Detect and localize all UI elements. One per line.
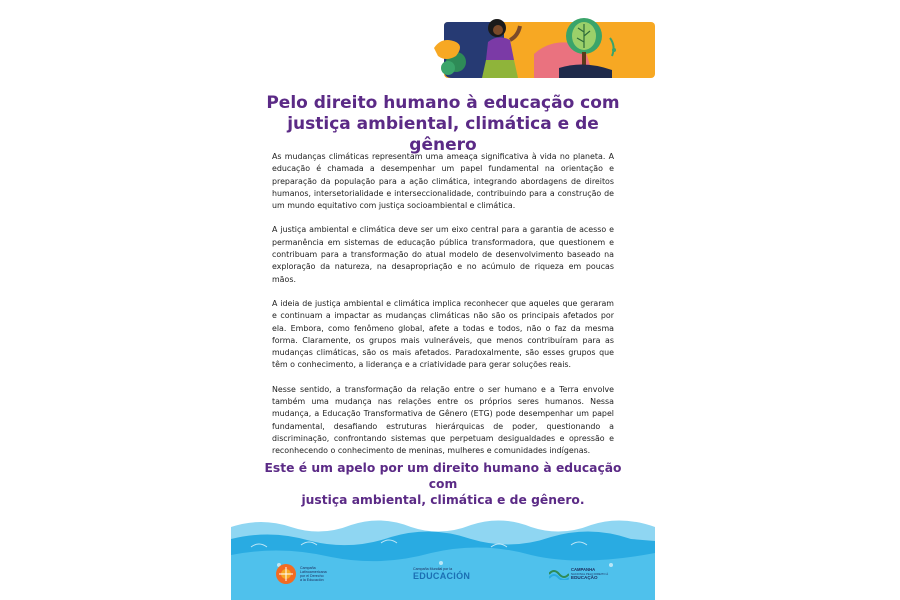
paragraph: A justiça ambiental e climática deve ser um eixo central para a garantia de acesso e permanência em sistemas de educação pública transformadora, que questionem e contribuam para a transformação do atual modelo de desenvolvimento baseado na exploração da natureza, na desapropriação e no acúmulo de riqueza em poucas mãos.	[272, 225, 614, 284]
cme-big-text: EDUCACIÓN	[413, 571, 471, 582]
clade-line: Latinoamericana	[300, 569, 327, 574]
cnde-logo	[549, 556, 608, 592]
clade-line: por el Derecho	[300, 574, 324, 578]
document-page	[231, 0, 655, 600]
clade-emblem-icon	[275, 563, 297, 585]
cnde-line: EDUCAÇÃO	[571, 575, 598, 581]
clade-line: Campaña	[300, 565, 316, 570]
book-wave-icon	[549, 568, 569, 580]
cnde-line: NACIONAL PELO DIREITO À	[571, 571, 609, 576]
body-text	[272, 151, 614, 470]
title-line-1: Pelo direito humano à educação com	[266, 93, 620, 113]
page-title	[251, 93, 635, 156]
paragraph: Nesse sentido, a transformação da relação entre o ser humano e a Terra envolve também uma mudança nas relações entre os próprios seres humanos. Nessa mudança, a Educação Transformativa de Gênero (ETG) pode desempenhar um papel fundamental, desafiando estruturas hierárquicas de poder, questionando a discriminação, confrontando sistemas que perpetuam desigualdades e opressão e reconhecendo o conhecimento de meninas, mulheres e comunidades indígenas.	[272, 384, 614, 456]
appeal-line-2: justiça ambiental, climática e de gênero.	[301, 493, 585, 507]
paragraph: A ideia de justiça ambiental e climática implica reconhecer que aqueles que geraram e continuam a impactar as mudanças climáticas não são os principais afetados por ela. Embora, como fenômeno global, afete a todas e todos, não o faz da mesma forma. Claramente, os grupos mais vulneráveis, que menos contribuíram para as mudanças climáticas, são os mais afetados. Paradoxalmente, são esses grupos que têm o conhecimento, a liderança e a criatividade para gerar soluções reais.	[272, 298, 614, 370]
title-line-2: justiça ambiental, climática e de gênero	[287, 114, 599, 155]
paragraph: As mudanças climáticas representam uma ameaça significativa à vida no planeta. A educação é chamada a desempenhar um papel fundamental na orientação e preparação da população para a ação climática, integrando abordagens de direitos humanos, intersetorialidade e interseccionalidade, contribuindo para a construção de um mundo equitativo com justiça socioambiental e climática.	[272, 152, 614, 211]
cme-logo	[413, 556, 470, 592]
cme-small-text: Campaña Mundial por la	[413, 566, 453, 571]
clade-line: a la Educación	[300, 578, 324, 583]
cnde-line: CAMPANHA	[571, 566, 596, 572]
clade-logo	[275, 556, 327, 592]
appeal-line-1: Este é um apelo por um direito humano à educação com	[264, 461, 622, 491]
woman-tree-illustration	[434, 16, 655, 78]
partner-logos	[231, 556, 655, 596]
appeal-statement	[251, 460, 635, 508]
